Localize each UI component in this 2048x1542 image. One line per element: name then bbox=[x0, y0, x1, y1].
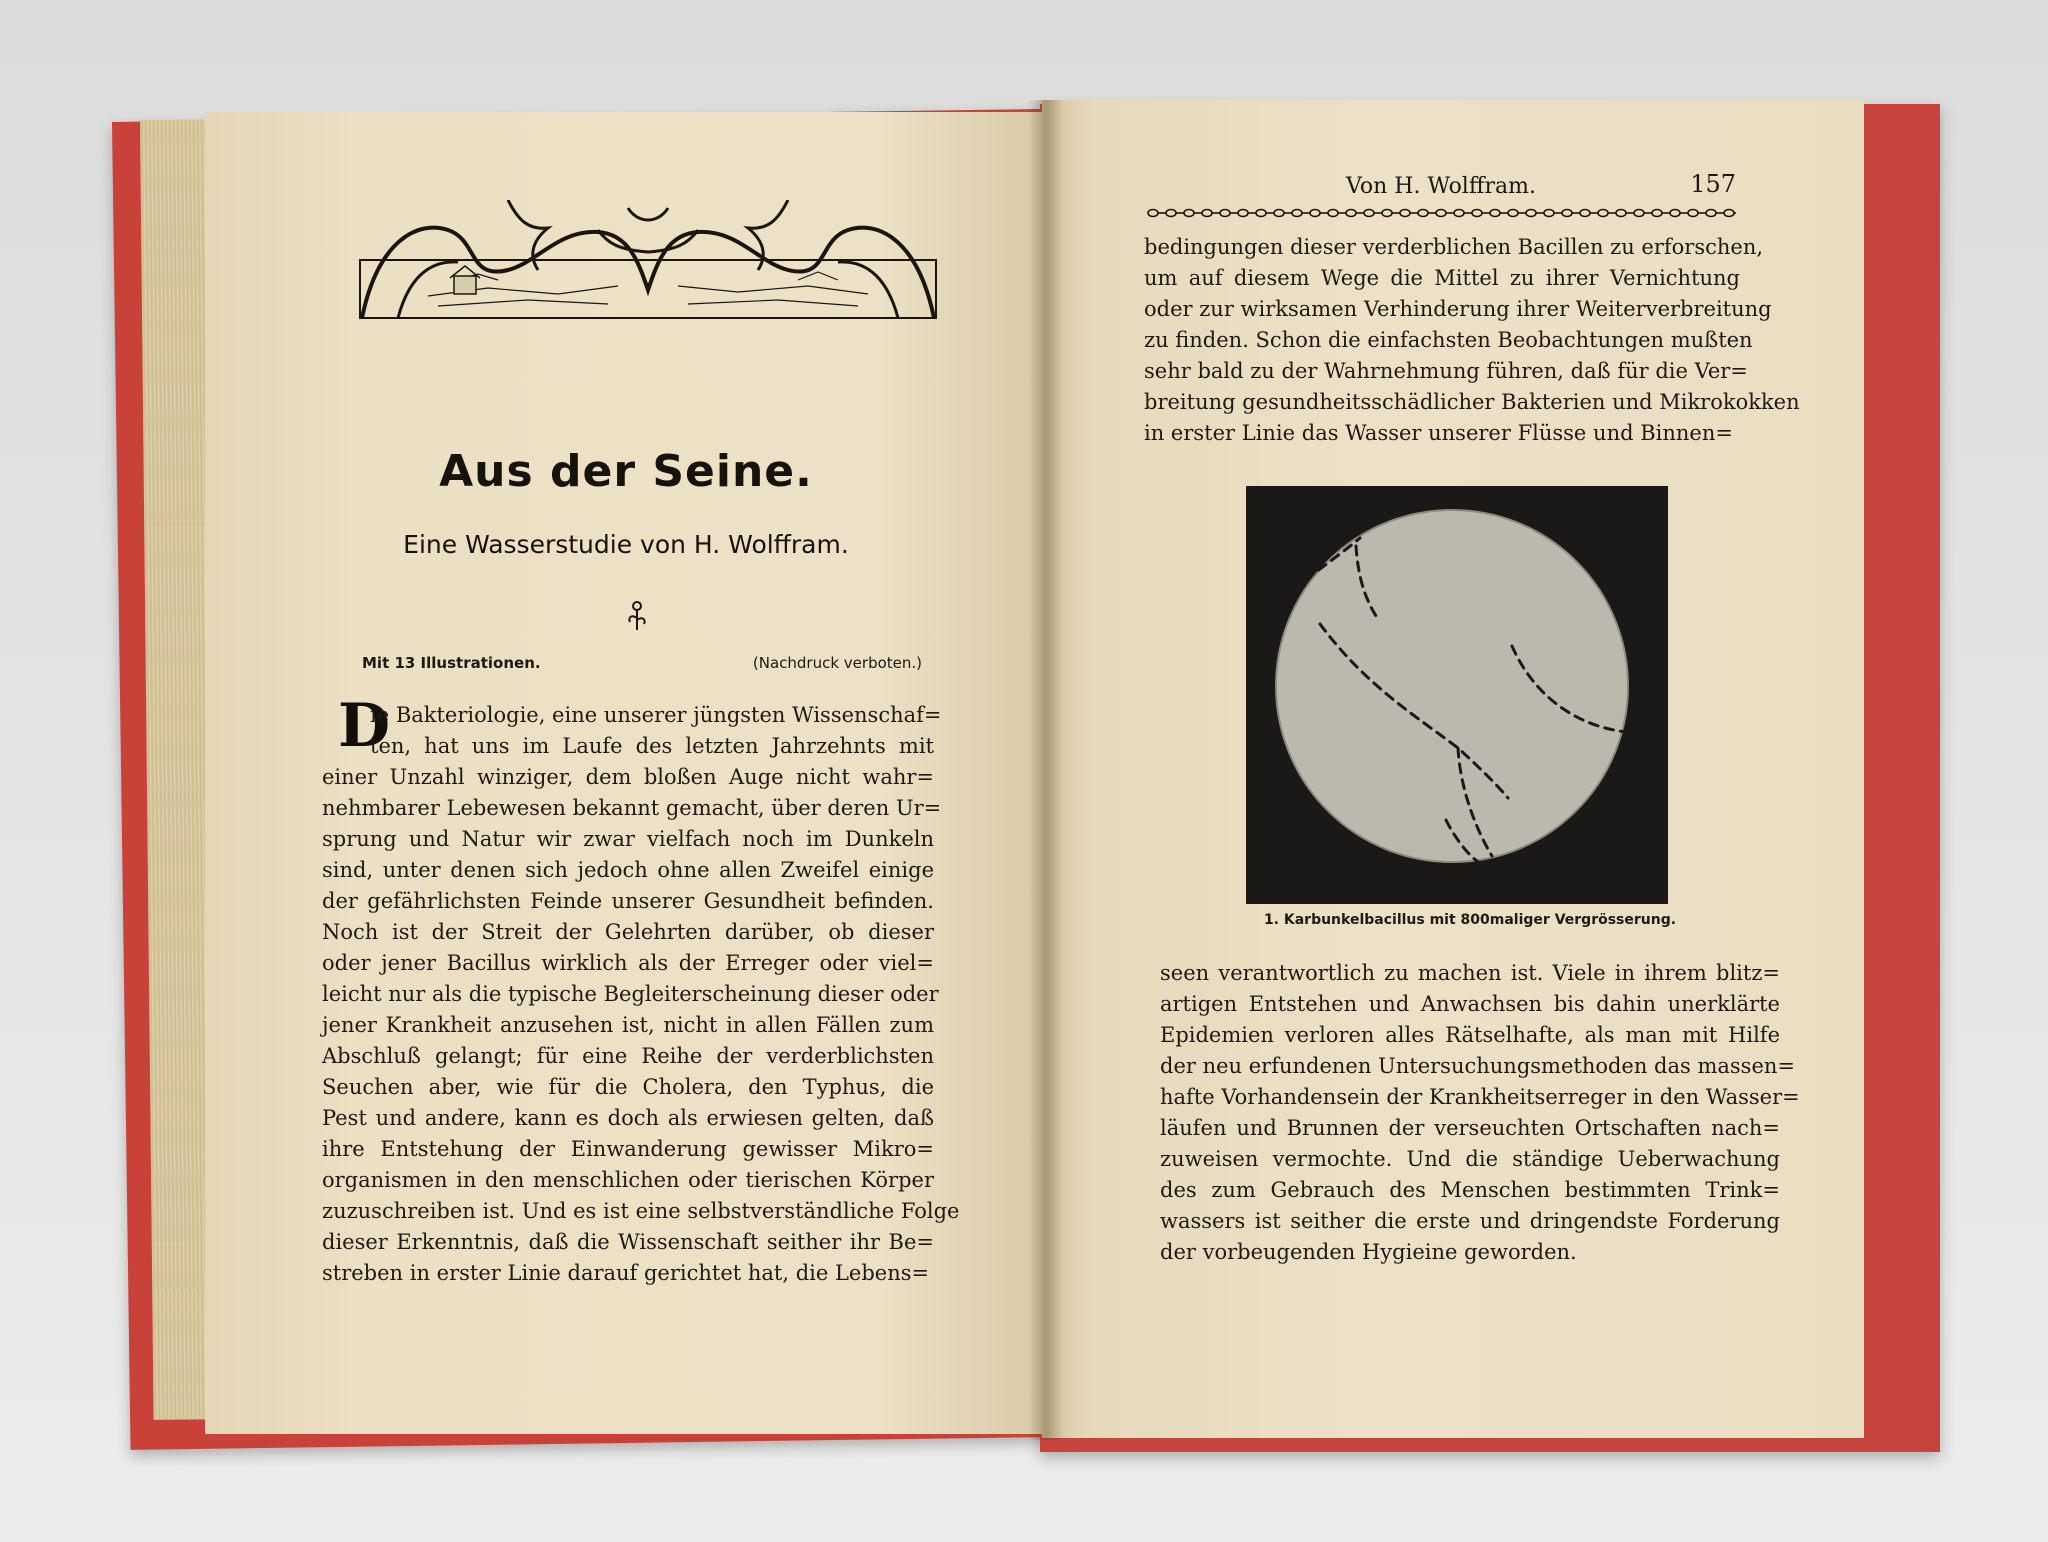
rule-link bbox=[1706, 210, 1716, 217]
text-line: nehmbarer Lebewesen bekannt gemacht, über deren Ur= bbox=[322, 796, 942, 820]
figure-caption: 1. Karbunkelbacillus mit 800maliger Vergrösserung. bbox=[1263, 912, 1677, 928]
rule-link bbox=[1526, 210, 1536, 217]
text-line: leicht nur als die typische Begleiterscheinung dieser oder bbox=[322, 982, 939, 1006]
book-spine bbox=[1028, 100, 1064, 1440]
rule-link bbox=[1202, 210, 1212, 217]
text-line: um auf diesem Wege die Mittel zu ihrer Vernichtung bbox=[1144, 266, 1740, 290]
reprint-notice: (Nachdruck verboten.) bbox=[752, 654, 922, 672]
rule-link bbox=[1544, 210, 1554, 217]
text-line: oder zur wirksamen Verhinderung ihrer Weiterverbreitung bbox=[1144, 297, 1772, 321]
rule-link bbox=[1688, 210, 1698, 217]
text-line: seen verantwortlich zu machen ist. Viele in ihrem blitz= bbox=[1160, 961, 1780, 985]
text-line: streben in erster Linie darauf gerichtet hat, die Lebens= bbox=[322, 1261, 930, 1285]
rule-link bbox=[1256, 210, 1266, 217]
text-line: der gefährlichsten Feinde unserer Gesundheit befinden. bbox=[322, 889, 934, 913]
rule-link bbox=[1670, 210, 1680, 217]
article-meta bbox=[362, 654, 922, 678]
rule-link bbox=[1490, 210, 1500, 217]
text-line: oder jener Bacillus wirklich als der Erreger oder viel= bbox=[322, 951, 934, 975]
text-line: in erster Linie das Wasser unserer Flüsse und Binnen= bbox=[1144, 421, 1733, 445]
text-line: Pest und andere, kann es doch als erwiesen gelten, daß bbox=[322, 1106, 934, 1130]
text-line: jener Krankheit anzusehen ist, nicht in allen Fällen zum bbox=[322, 1013, 934, 1037]
rule-link bbox=[1400, 210, 1410, 217]
drop-cap: D bbox=[338, 691, 391, 761]
rule-link bbox=[1328, 210, 1338, 217]
rule-link bbox=[1634, 210, 1644, 217]
text-line: artigen Entstehen und Anwachsen bis dahin unerklärte bbox=[1160, 992, 1780, 1016]
running-head: Von H. Wolffram. bbox=[1346, 174, 1536, 199]
rule-link bbox=[1184, 210, 1194, 217]
text-line: sprung und Natur wir zwar vielfach noch im Dunkeln bbox=[322, 827, 934, 851]
text-line: zuzuschreiben ist. Und es ist eine selbstverständliche Folge bbox=[322, 1199, 960, 1223]
text-line: ihre Entstehung der Einwanderung gewisser Mikro= bbox=[322, 1137, 934, 1161]
rule-link bbox=[1472, 210, 1482, 217]
rule-link bbox=[1508, 210, 1518, 217]
text-line: dieser Erkenntnis, daß die Wissenschaft seither ihr Be= bbox=[322, 1230, 934, 1254]
left-body-text bbox=[322, 691, 960, 1289]
rule-link bbox=[1454, 210, 1464, 217]
rule-link bbox=[1220, 210, 1230, 217]
rule-link bbox=[1436, 210, 1446, 217]
rule-link bbox=[1166, 210, 1176, 217]
microscope-figure bbox=[1246, 486, 1668, 904]
text-line: ie Bakteriologie, eine unserer jüngsten Wissenschaf= bbox=[370, 703, 942, 727]
text-line: Noch ist der Streit der Gelehrten darüber, ob dieser bbox=[322, 920, 934, 944]
rule-link bbox=[1616, 210, 1626, 217]
ornamental-rule bbox=[1144, 206, 1736, 220]
text-line: Seuchen aber, wie für die Cholera, den Typhus, die bbox=[322, 1075, 934, 1099]
text-line: zuweisen vermochte. Und die ständige Ueberwachung bbox=[1160, 1147, 1780, 1171]
text-line: zu finden. Schon die einfachsten Beobachtungen mußten bbox=[1144, 328, 1753, 352]
text-line: hafte Vorhandensein der Krankheitserreger in den Wasser= bbox=[1160, 1085, 1800, 1109]
text-line: ten, hat uns im Laufe des letzten Jahrzehnts mit bbox=[370, 734, 934, 758]
article-subtitle: Eine Wasserstudie von H. Wolffram. bbox=[403, 530, 849, 559]
text-line: läufen und Brunnen der verseuchten Ortschaften nach= bbox=[1160, 1116, 1780, 1140]
running-header bbox=[1146, 170, 1736, 204]
flower-ornament-icon bbox=[622, 598, 652, 634]
rule-link bbox=[1274, 210, 1284, 217]
text-line: der neu erfundenen Untersuchungsmethoden das massen= bbox=[1160, 1054, 1796, 1078]
rule-link bbox=[1580, 210, 1590, 217]
decorative-headpiece bbox=[358, 200, 938, 322]
text-line: der vorbeugenden Hygieine geworden. bbox=[1160, 1240, 1577, 1264]
text-line: wassers ist seither die erste und dringendste Forderung bbox=[1160, 1209, 1780, 1233]
rule-link bbox=[1598, 210, 1608, 217]
rule-link bbox=[1310, 210, 1320, 217]
rule-link bbox=[1346, 210, 1356, 217]
illustration-count: Mit 13 Illustrationen. bbox=[362, 654, 541, 672]
text-line: des zum Gebrauch des Menschen bestimmten Trink= bbox=[1160, 1178, 1780, 1202]
text-line: breitung gesundheitsschädlicher Bakterien und Mikrokokken bbox=[1144, 390, 1800, 414]
rule-link bbox=[1364, 210, 1374, 217]
text-line: einer Unzahl winziger, dem bloßen Auge nicht wahr= bbox=[322, 765, 934, 789]
rule-link bbox=[1382, 210, 1392, 217]
text-line: bedingungen dieser verderblichen Bacillen zu erforschen, bbox=[1144, 235, 1764, 259]
text-line: Epidemien verloren alles Rätselhafte, als man mit Hilfe bbox=[1160, 1023, 1780, 1047]
rule-link bbox=[1238, 210, 1248, 217]
page-number: 157 bbox=[1690, 170, 1736, 198]
text-line: organismen in den menschlichen oder tierischen Körper bbox=[322, 1168, 934, 1192]
text-line: Abschluß gelangt; für eine Reihe der verderblichsten bbox=[322, 1044, 934, 1068]
rule-link bbox=[1652, 210, 1662, 217]
rule-link bbox=[1292, 210, 1302, 217]
right-body-text-top bbox=[1144, 232, 1800, 449]
rule-link bbox=[1562, 210, 1572, 217]
rule-link bbox=[1724, 210, 1734, 217]
right-body-text-bottom bbox=[1160, 958, 1800, 1268]
rule-link bbox=[1148, 210, 1158, 217]
text-line: sind, unter denen sich jedoch ohne allen Zweifel einige bbox=[322, 858, 934, 882]
article-title: Aus der Seine. bbox=[439, 446, 813, 497]
rule-link bbox=[1418, 210, 1428, 217]
text-line: sehr bald zu der Wahrnehmung führen, daß für die Ver= bbox=[1144, 359, 1748, 383]
